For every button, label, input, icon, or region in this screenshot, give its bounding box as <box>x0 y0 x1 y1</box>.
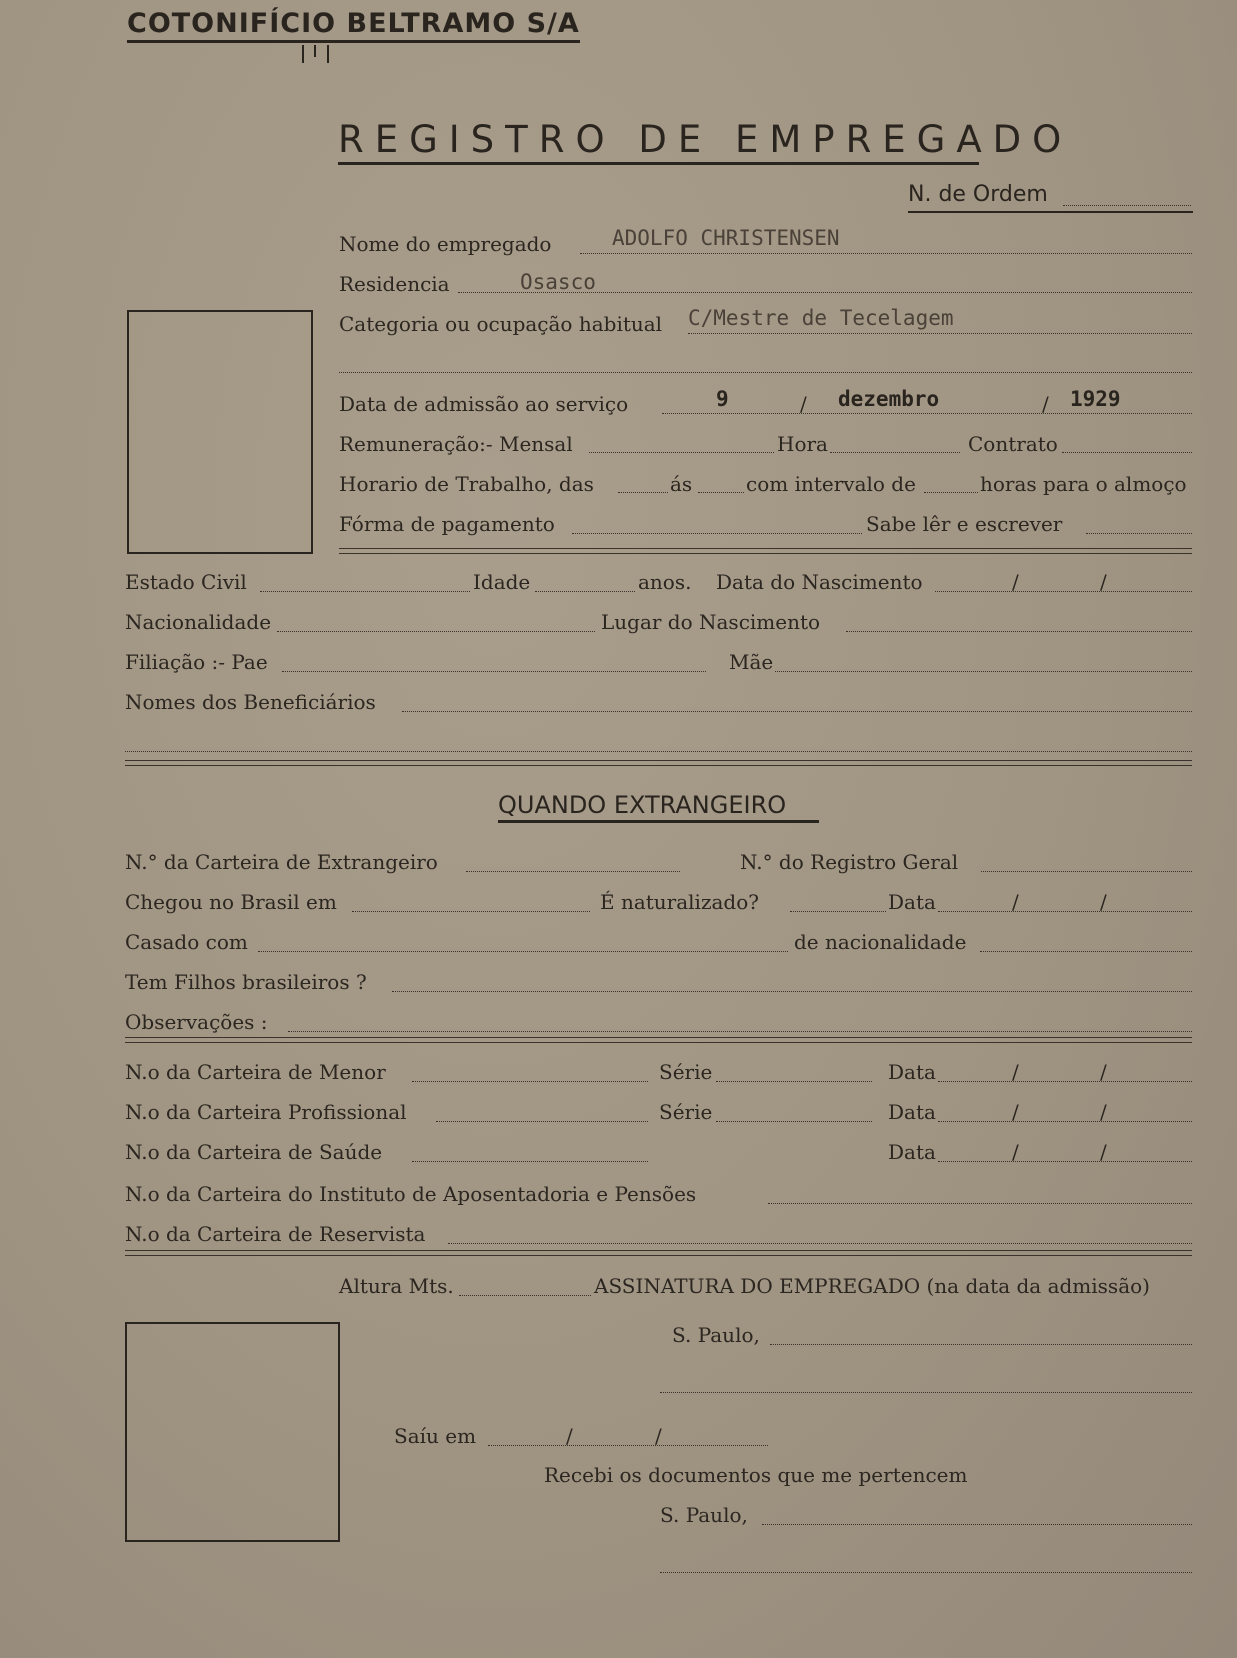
filiacao-label: Filiação :- Pae <box>125 650 268 674</box>
contrato-field[interactable] <box>1062 452 1192 453</box>
data-label: Data <box>888 1060 936 1084</box>
sao-paulo-label: S. Paulo, <box>660 1503 748 1527</box>
horario-label: Horario de Trabalho, das <box>339 472 594 496</box>
observacoes-label: Observações : <box>125 1010 268 1034</box>
photo-box <box>125 1322 340 1542</box>
ordem-label: N. de Ordem <box>908 182 1048 207</box>
foreigner-title-underline <box>498 820 819 823</box>
sao-paulo-date-field[interactable] <box>770 1344 1192 1345</box>
naturalizado-field[interactable] <box>790 911 886 912</box>
chegou-field[interactable] <box>352 911 590 912</box>
menor-data-field[interactable] <box>938 1081 1192 1082</box>
conjuge-nacionalidade-field[interactable] <box>980 951 1192 952</box>
data-label: Data <box>888 1100 936 1124</box>
pagamento-label: Fórma de pagamento <box>339 512 555 536</box>
naturalizado-label: É naturalizado? <box>600 890 759 914</box>
admissao-ano: 1929 <box>1070 387 1121 411</box>
menor-label: N.o da Carteira de Menor <box>125 1060 386 1084</box>
profissional-serie-field[interactable] <box>716 1121 872 1122</box>
instituto-label: N.o da Carteira do Instituto de Aposentadoria e Pensões <box>125 1182 697 1206</box>
date-slash: / <box>1100 1140 1107 1164</box>
anos-label: anos. <box>638 570 692 594</box>
remuneracao-label: Remuneração:- Mensal <box>339 432 573 456</box>
saude-field[interactable] <box>412 1161 648 1162</box>
form-title: REGISTRO DE EMPREGADO <box>338 118 1073 161</box>
sao-paulo-date-field[interactable] <box>762 1524 1192 1525</box>
nascimento-label: Data do Nascimento <box>716 570 923 594</box>
categoria-extra-line[interactable] <box>339 372 1192 373</box>
registro-geral-label: N.° do Registro Geral <box>740 850 959 874</box>
ordem-underline <box>908 211 1193 213</box>
horario-das-field[interactable] <box>618 492 668 493</box>
instituto-field[interactable] <box>768 1203 1192 1204</box>
nascimento-field[interactable] <box>935 591 1192 592</box>
section-divider <box>125 1250 1192 1256</box>
chegou-label: Chegou no Brasil em <box>125 890 337 914</box>
date-slash: / <box>1012 570 1019 594</box>
date-slash: / <box>1100 1100 1107 1124</box>
conjuge-nacionalidade-label: de nacionalidade <box>794 930 967 954</box>
admissao-mes: dezembro <box>838 387 940 411</box>
company-name: COTONIFÍCIO BELTRAMO S/A <box>127 8 580 43</box>
date-slash: / <box>1100 570 1107 594</box>
section-divider <box>125 1037 1192 1043</box>
signature-line[interactable] <box>660 1572 1192 1573</box>
foreigner-section-title: QUANDO EXTRANGEIRO <box>498 791 787 819</box>
hora-field[interactable] <box>830 452 960 453</box>
saiu-field[interactable] <box>488 1445 768 1446</box>
lugar-field[interactable] <box>846 631 1192 632</box>
menor-field[interactable] <box>412 1081 648 1082</box>
contrato-label: Contrato <box>968 432 1058 456</box>
categoria-field[interactable] <box>688 333 1192 334</box>
nome-field[interactable] <box>580 253 1192 254</box>
section-divider <box>125 760 1192 766</box>
altura-field[interactable] <box>459 1295 591 1296</box>
horario-as-field[interactable] <box>698 492 744 493</box>
header-mark <box>302 45 304 63</box>
admissao-label: Data de admissão ao serviço <box>339 392 629 416</box>
beneficiarios-field[interactable] <box>402 711 1192 712</box>
admissao-dia: 9 <box>716 387 729 411</box>
profissional-label: N.o da Carteira Profissional <box>125 1100 407 1124</box>
serie-label: Série <box>659 1100 713 1124</box>
date-slash: / <box>566 1424 573 1448</box>
residencia-value: Osasco <box>520 270 596 294</box>
title-underline <box>338 162 979 165</box>
admissao-field[interactable] <box>662 413 1192 414</box>
profissional-field[interactable] <box>436 1121 648 1122</box>
date-slash: / <box>1100 890 1107 914</box>
nacionalidade-field[interactable] <box>277 631 595 632</box>
recebi-label: Recebi os documentos que me pertencem <box>544 1463 968 1487</box>
altura-label: Altura Mts. <box>339 1274 454 1298</box>
filhos-label: Tem Filhos brasileiros ? <box>125 970 367 994</box>
pae-field[interactable] <box>282 671 706 672</box>
carteira-extrangeiro-label: N.° da Carteira de Extrangeiro <box>125 850 438 874</box>
nacionalidade-label: Nacionalidade <box>125 610 272 634</box>
categoria-value: C/Mestre de Tecelagem <box>688 306 954 330</box>
beneficiarios-extra-line[interactable] <box>125 751 1192 752</box>
mensal-field[interactable] <box>589 452 774 453</box>
hora-label: Hora <box>777 432 828 456</box>
registro-geral-field[interactable] <box>981 871 1192 872</box>
estado-label: Estado Civil <box>125 570 247 594</box>
menor-serie-field[interactable] <box>716 1081 872 1082</box>
observacoes-field[interactable] <box>288 1031 1192 1032</box>
date-slash: / <box>1012 1140 1019 1164</box>
nome-label: Nome do empregado <box>339 232 552 256</box>
date-slash: / <box>1012 1100 1019 1124</box>
sabe-label: Sabe lêr e escrever <box>866 512 1063 536</box>
naturalizacao-data-field[interactable] <box>938 911 1192 912</box>
serie-label: Série <box>659 1060 713 1084</box>
nome-value: ADOLFO CHRISTENSEN <box>612 226 840 250</box>
header-mark <box>327 45 329 63</box>
data-label: Data <box>888 890 936 914</box>
idade-field[interactable] <box>535 591 635 592</box>
almoco-label: horas para o almoço <box>980 472 1187 496</box>
beneficiarios-label: Nomes dos Beneficiários <box>125 690 376 714</box>
sabe-field[interactable] <box>1086 533 1192 534</box>
header-mark <box>314 45 316 57</box>
saude-label: N.o da Carteira de Saúde <box>125 1140 383 1164</box>
signature-line[interactable] <box>660 1392 1192 1393</box>
saude-data-field[interactable] <box>938 1161 1192 1162</box>
mae-field[interactable] <box>775 671 1192 672</box>
filhos-field[interactable] <box>392 991 1192 992</box>
date-slash: / <box>655 1424 662 1448</box>
date-slash: / <box>1012 890 1019 914</box>
saiu-label: Saíu em <box>394 1424 477 1448</box>
date-slash: / <box>1012 1060 1019 1084</box>
lugar-label: Lugar do Nascimento <box>601 610 821 634</box>
profissional-data-field[interactable] <box>938 1121 1192 1122</box>
reservista-field[interactable] <box>448 1243 1192 1244</box>
reservista-label: N.o da Carteira de Reservista <box>125 1222 426 1246</box>
data-label: Data <box>888 1140 936 1164</box>
casado-field[interactable] <box>258 951 788 952</box>
casado-label: Casado com <box>125 930 248 954</box>
as-label: ás <box>670 472 693 496</box>
estado-field[interactable] <box>260 591 470 592</box>
photo-box <box>127 310 313 554</box>
pagamento-field[interactable] <box>572 533 862 534</box>
date-slash: / <box>1042 392 1049 416</box>
mae-label: Mãe <box>729 650 774 674</box>
intervalo-label: com intervalo de <box>746 472 916 496</box>
assinatura-label: ASSINATURA DO EMPREGADO (na data da admissão) <box>594 1274 1150 1298</box>
ordem-field[interactable] <box>1063 205 1191 206</box>
sao-paulo-label: S. Paulo, <box>672 1323 760 1347</box>
idade-label: Idade <box>473 570 531 594</box>
section-divider <box>339 548 1192 554</box>
residencia-label: Residencia <box>339 272 450 296</box>
date-slash: / <box>800 392 807 416</box>
date-slash: / <box>1100 1060 1107 1084</box>
carteira-extrangeiro-field[interactable] <box>466 871 680 872</box>
categoria-label: Categoria ou ocupação habitual <box>339 312 663 336</box>
intervalo-field[interactable] <box>924 492 978 493</box>
